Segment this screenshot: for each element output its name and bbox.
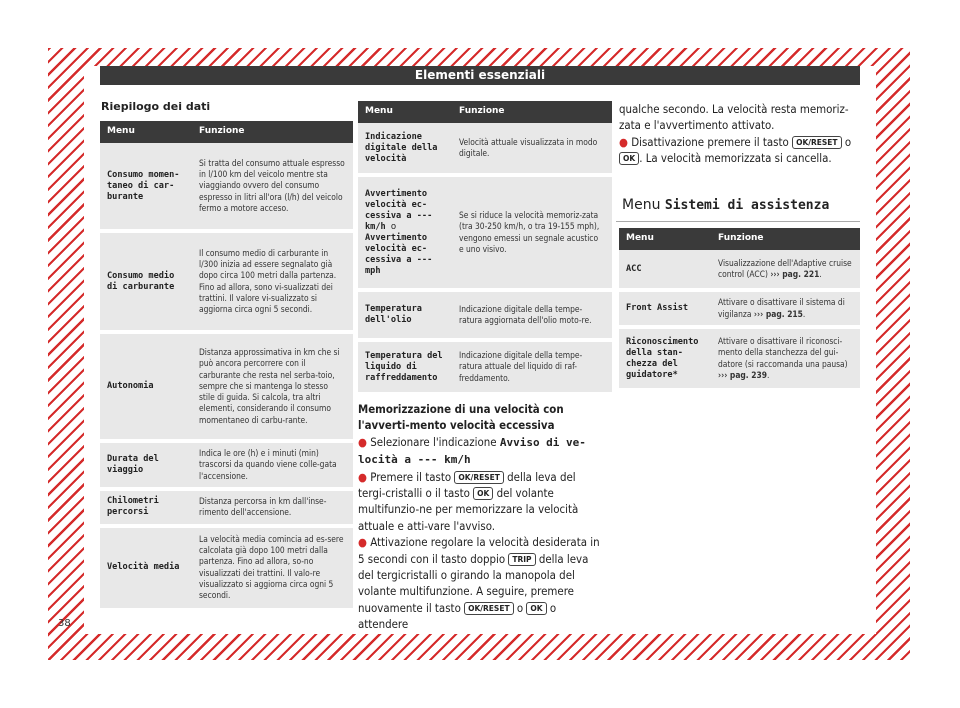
menu-cell: Temperatura del liquido di raffreddamento xyxy=(358,340,452,394)
step-text: del volante multifunzio-ne per memorizzare la velocità attuale e atti-vare l'avviso. xyxy=(358,486,579,533)
table-row xyxy=(100,231,353,332)
table-row xyxy=(358,340,612,394)
ok-reset-key-icon: OK/RESET xyxy=(464,602,513,615)
function-cell: Il consumo medio di carburante in l/300 inizia ad essere segnalato già dopo circa 100 metri dalla partenza. Fino ad allora, sono vi-sualizzati dei trattini. Il valore vi-sualizzato si aggiorna circa ogni 5 secondi. xyxy=(192,231,353,332)
table-row xyxy=(619,290,860,327)
memo-section xyxy=(358,401,603,633)
function-text: Attivare o disattivare il sistema di vigilanza xyxy=(718,297,845,319)
right-text xyxy=(619,101,863,167)
function-cell: Indicazione digitale della tempe-ratura aggiornata dell'olio moto-re. xyxy=(452,290,612,340)
menu-cell-or: o xyxy=(390,221,397,232)
continued-text: qualche secondo. La velocità resta memoriz-zata e l'avvertimento attivato. xyxy=(619,102,849,133)
col-header-menu: Menu xyxy=(619,228,711,250)
ok-reset-key-icon: OK/RESET xyxy=(792,136,841,149)
menu-cell-part: Avvertimento velocità ec-cessiva a --- mph xyxy=(365,232,433,276)
table-row xyxy=(358,123,612,175)
step-text: . La velocità memorizzata si cancella. xyxy=(639,151,832,166)
data-summary-table xyxy=(100,121,353,612)
table-row xyxy=(100,526,353,610)
function-cell: La velocità media comincia ad es-sere calcolata già dopo 100 metri dalla partenza. Fino ad allora, so-no visualizzati dei trattini. Il valo-re visualizzato si aggiorna circa ogni 5 secondi. xyxy=(192,526,353,610)
function-cell: Attivare o disattivare il riconosci-mento della stanchezza del gui-datore (si raccomanda una pausa) ››› pag. 239. xyxy=(711,327,860,390)
step-text: Premere il tasto xyxy=(370,469,452,484)
page-number: 38 xyxy=(58,618,71,629)
menu-cell-part: Avvertimento velocità ec-cessiva a --- km/h xyxy=(365,188,433,232)
col-header-function: Funzione xyxy=(192,121,353,143)
function-text: Attivare o disattivare il riconosci-mento della stanchezza del gui-datore (si raccomanda una pausa) xyxy=(718,335,848,369)
heading-word: Menu xyxy=(622,197,661,213)
menu-cell: Durata del viaggio xyxy=(100,441,192,489)
memo-step-3 xyxy=(358,534,603,632)
step-text: Attivazione regolare la velocità desiderata in 5 secondi con il tasto doppio xyxy=(358,535,600,566)
function-text: Visualizzazione dell'Adaptive cruise control (ACC) xyxy=(718,257,852,279)
step-text: o xyxy=(516,600,524,615)
menu-cell: ACC xyxy=(619,250,711,290)
function-cell: Distanza percorsa in km dall'inse-rimento dell'accensione. xyxy=(192,489,353,526)
chapter-title: Elementi essenziali xyxy=(414,68,546,82)
ok-key-icon: OK xyxy=(619,152,639,165)
menu-cell: Autonomia xyxy=(100,332,192,441)
step-text: della leva del tergicristalli o girando la manopola del volante multifunzione. A seguire, premere nuovamente il tasto xyxy=(358,551,589,615)
col-header-menu: Menu xyxy=(100,121,192,143)
menu-cell: Velocità media xyxy=(100,526,192,610)
menu-cell: Consumo medio di carburante xyxy=(100,231,192,332)
memo-step-2 xyxy=(358,469,603,535)
heading-mono: Sistemi di assistenza xyxy=(664,198,830,213)
function-cell: Indica le ore (h) e i minuti (min) trascorsi da quando viene colle-gata l'accensione. xyxy=(192,441,353,489)
function-cell: Se si riduce la velocità memoriz-zata (tra 30-250 km/h, o tra 19-155 mph), vengono emessi un segnale acustico e uno visivo. xyxy=(452,175,612,290)
table-row xyxy=(358,175,612,290)
heading-divider xyxy=(616,221,860,222)
function-cell: Attivare o disattivare il sistema di vigilanza ››› pag. 215. xyxy=(711,290,860,327)
menu-cell: Front Assist xyxy=(619,290,711,327)
trip-key-icon: TRIP xyxy=(508,553,535,566)
table-row xyxy=(619,327,860,390)
step-text: Disattivazione premere il tasto xyxy=(631,134,789,149)
col-header-function: Funzione xyxy=(711,228,860,250)
page-reference: ››› pag. 221 xyxy=(770,269,820,279)
menu-cell: Consumo momen-taneo di car-burante xyxy=(100,143,192,231)
menu-cell: Chilometri percorsi xyxy=(100,489,192,526)
step-text: Selezionare l'indicazione xyxy=(370,434,497,449)
table-row xyxy=(100,332,353,441)
bullet-icon: ● xyxy=(358,434,367,449)
function-cell: Velocità attuale visualizzata in modo digitale. xyxy=(452,123,612,175)
table-row xyxy=(358,290,612,340)
ok-key-icon: OK xyxy=(526,602,546,615)
speed-display-table xyxy=(358,101,612,396)
table-row xyxy=(100,489,353,526)
menu-cell xyxy=(358,175,452,290)
table-row xyxy=(619,250,860,290)
step-text: o xyxy=(844,134,852,149)
step-text: della leva del tergi-cristalli o il tasto xyxy=(358,469,576,501)
step-text: o attendere xyxy=(358,600,557,632)
col-header-function: Funzione xyxy=(452,101,612,123)
col-header-menu: Menu xyxy=(358,101,452,123)
table-row xyxy=(100,441,353,489)
table-row xyxy=(100,143,353,231)
page-reference: ››› pag. 215 xyxy=(753,308,803,319)
chapter-header xyxy=(100,66,860,85)
menu-cell: Indicazione digitale della velocità xyxy=(358,123,452,175)
function-cell: Si tratta del consumo attuale espresso in l/100 km del veicolo mentre sta viaggiando ovvero del consumo espresso in litri all'ora (l/h) del veicolo fermo a motore acceso. xyxy=(192,143,353,231)
ok-reset-key-icon: OK/RESET xyxy=(454,471,503,484)
function-cell: Visualizzazione dell'Adaptive cruise control (ACC) ››› pag. 221. xyxy=(711,250,860,290)
deactivate-step xyxy=(619,134,863,167)
bullet-icon: ● xyxy=(619,134,628,149)
bullet-icon: ● xyxy=(358,535,367,550)
page-reference: ››› pag. 239 xyxy=(718,369,768,380)
menu-cell: Riconoscimento della stan-chezza del guidatore* xyxy=(619,327,711,390)
menu-cell: Temperatura dell'olio xyxy=(358,290,452,340)
assist-systems-heading xyxy=(622,197,829,213)
assist-systems-table xyxy=(619,228,860,392)
memo-step-1 xyxy=(358,434,603,469)
function-cell: Indicazione digitale della tempe-ratura attuale del liquido di raf-freddamento. xyxy=(452,340,612,394)
ok-key-icon: OK xyxy=(473,487,493,500)
function-cell: Distanza approssimativa in km che si può ancora percorrere con il carburante che resta nel serba-toio, sempre che si mantenga lo stesso stile di guida. Si calcola, tra altri elementi, considerando il consumo momentaneo di carbu-rante. xyxy=(192,332,353,441)
display-label: Avviso di ve-locità a --- km/h xyxy=(358,435,586,467)
section-title-data-summary: Riepilogo dei dati xyxy=(101,100,211,113)
memo-title: Memorizzazione di una velocità con l'avverti-mento velocità eccessiva xyxy=(358,402,564,433)
bullet-icon: ● xyxy=(358,469,367,484)
